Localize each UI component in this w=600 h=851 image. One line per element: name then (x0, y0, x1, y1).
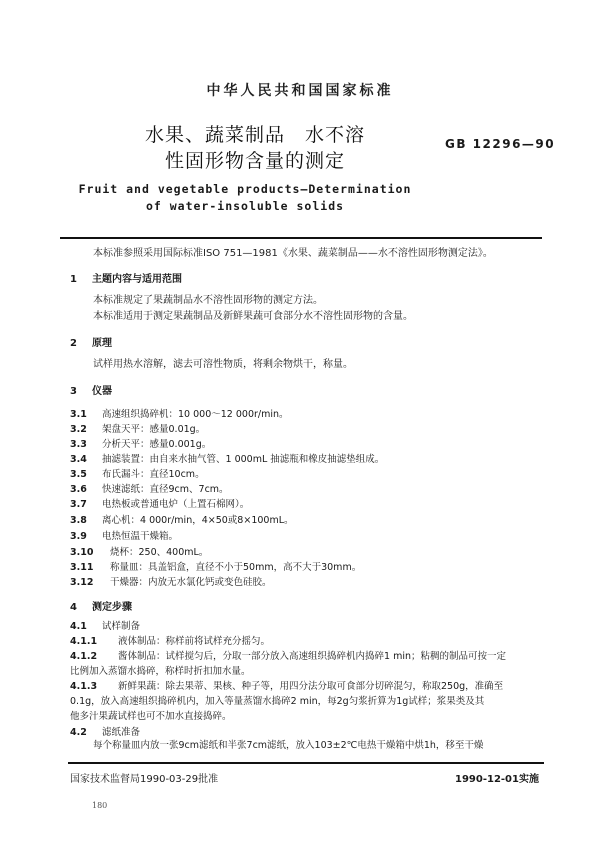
section-title: 主题内容与适用范围 (92, 274, 182, 285)
subsection-4-2-heading: 4.2 滤纸准备 (70, 727, 141, 738)
subsection-4-1-3-line3: 他多汁果蔬试样也可不加水直接捣碎。 (70, 711, 232, 722)
section-2-para-1: 试样用热水溶解，滤去可溶性物质，将剩余物烘干，称量。 (93, 359, 353, 370)
list-item: 3.3 分析天平：感量0.001g。 (70, 439, 212, 450)
section-1-para-2: 本标准适用于测定果蔬制品及新鲜果蔬可食部分水不溶性固形物的含量。 (93, 311, 413, 322)
standard-code: GB 12296—90 (445, 137, 556, 151)
standard-organization: 中华人民共和国国家标准 (206, 83, 394, 99)
list-item: 3.7 电热板或普通电炉（上置石棉网）。 (70, 499, 250, 510)
title-english-line2: of water-insoluble solids (145, 199, 345, 213)
subsection-4-1-2: 4.1.2 酱体制品：试样搅匀后，分取一部分放入高速组织捣碎机内捣碎1 min；粘稠的制品可按一定 (70, 651, 506, 662)
section-3-heading (70, 382, 112, 397)
list-item: 3.8 离心机：4 000r/min，4×50或8×100mL。 (70, 515, 294, 526)
subsection-4-1-heading: 4.1 试样制备 (70, 621, 141, 632)
list-item: 3.6 快速滤纸：直径9cm、7cm。 (70, 484, 229, 495)
list-item: 3.4 抽滤装置：由自来水抽气管、1 000mL 抽滤瓶和橡皮抽滤垫组成。 (70, 454, 385, 465)
subsection-4-1-2-continued: 比例加入蒸馏水捣碎，称样时折扣加水量。 (70, 666, 251, 677)
subsection-4-1-1: 4.1.1 液体制品：称样前将试样充分摇匀。 (70, 636, 271, 647)
section-1-heading (70, 270, 182, 285)
section-title: 仪器 (92, 386, 112, 397)
list-item: 3.5 布氏漏斗：直径10cm。 (70, 469, 205, 480)
section-4-heading (70, 598, 132, 613)
section-title: 测定步骤 (92, 602, 132, 613)
title-chinese-line1: 水果、蔬菜制品 水不溶 (144, 124, 365, 146)
subsection-4-1-3-line2: 0.1g，放入高速组织捣碎机内，加入等量蒸馏水捣碎2 min，每2g匀浆折算为1g试样；浆果类及其 (70, 696, 485, 707)
section-title: 原理 (92, 338, 112, 349)
list-item: 3.11 称量皿：具盖铝盒，直径不小于50mm，高不大于30mm。 (70, 562, 362, 573)
section-number: 2 (70, 338, 77, 349)
intro-paragraph: 本标准参照采用国际标准ISO 751—1981《水果、蔬菜制品——水不溶性固形物测定法》。 (93, 248, 493, 259)
approval-date: 国家技术监督局1990-03-29批准 (70, 774, 219, 785)
title-english-line1: Fruit and vegetable products—Determination (78, 182, 412, 196)
effective-date: 1990-12-01实施 (455, 774, 539, 785)
footer-divider (68, 762, 544, 764)
list-item: 3.2 架盘天平：感量0.01g。 (70, 424, 206, 435)
list-item: 3.10 烧杯：250、400mL。 (70, 547, 209, 558)
subsection-4-1-3: 4.1.3 新鲜果蔬：除去果蒂、果核、种子等，用四分法分取可食部分切碎混匀，称取250g，准确至 (70, 681, 504, 692)
section-number: 1 (70, 274, 77, 285)
title-chinese-line2: 性固形物含量的测定 (164, 150, 345, 172)
section-number: 3 (70, 386, 77, 397)
subsection-4-2-text: 每个称量皿内放一张9cm滤纸和半张7cm滤纸，放入103±2℃电热干燥箱中烘1h，移至干燥 (93, 740, 484, 751)
list-item: 3.1 高速组织捣碎机：10 000～12 000r/min。 (70, 409, 289, 420)
section-2-heading (70, 334, 112, 349)
section-1-para-1: 本标准规定了果蔬制品水不溶性固形物的测定方法。 (93, 295, 323, 306)
list-item: 3.9 电热恒温干燥箱。 (70, 531, 179, 542)
page-number: 180 (92, 801, 108, 810)
section-number: 4 (70, 602, 77, 613)
list-item: 3.12 干燥器：内放无水氯化钙或变色硅胶。 (70, 577, 272, 588)
header-divider (60, 237, 542, 239)
